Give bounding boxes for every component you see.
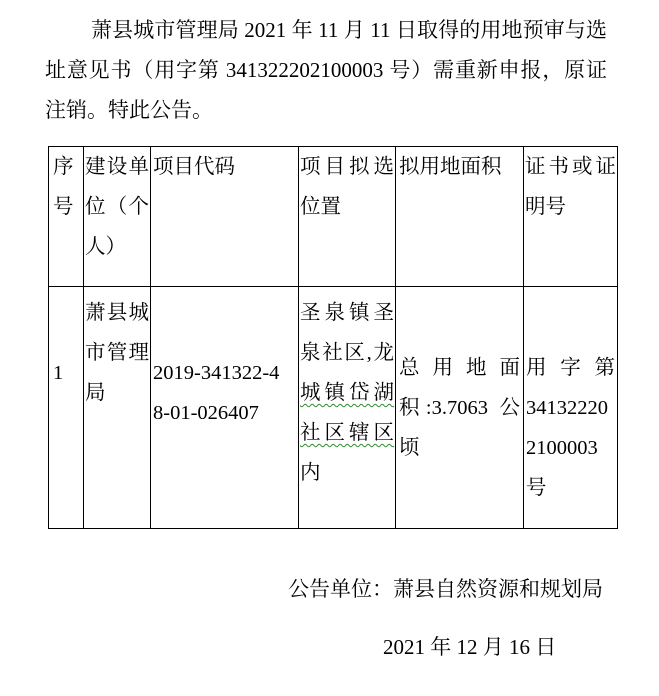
cell-area: 总用地面积:3.7063 公顷 (396, 287, 524, 529)
col-header-project-code: 项目代码 (151, 147, 299, 287)
col-header-area: 拟用地面积 (396, 147, 524, 287)
location-text: 内 (300, 462, 321, 484)
date-line: 2021 年 12 月 16 日 (383, 635, 557, 659)
col-header-unit: 建设单位（个人） (84, 147, 151, 287)
land-notice-table (48, 146, 618, 529)
cell-location (299, 287, 396, 529)
cell-project-code: 2019-341322-48-01-026407 (151, 287, 299, 529)
location-text: 圣泉镇圣泉社区,龙 (300, 302, 394, 364)
col-header-location: 项目拟选位置 (299, 147, 396, 287)
col-header-certificate: 证书或证明号 (524, 147, 618, 287)
cell-unit: 萧县城市管理局 (84, 287, 151, 529)
announcer-line: 公告单位：萧县自然资源和规划局 (288, 577, 603, 601)
notice-paragraph: 萧县城市管理局 2021 年 11 月 11 日取得的用地预审与选址意见书（用字第 341322202100003 号）需重新申报，原证注销。特此公告。 (45, 18, 607, 122)
cell-seq: 1 (49, 287, 84, 529)
table-header-row (49, 147, 618, 287)
col-header-seq: 序号 (49, 147, 84, 287)
table-row (49, 287, 618, 529)
cell-certificate: 用字第 341322202100003 号 (524, 287, 618, 529)
location-text-spellcheck-flagged: 城镇岱湖社区辖区 (300, 382, 394, 444)
